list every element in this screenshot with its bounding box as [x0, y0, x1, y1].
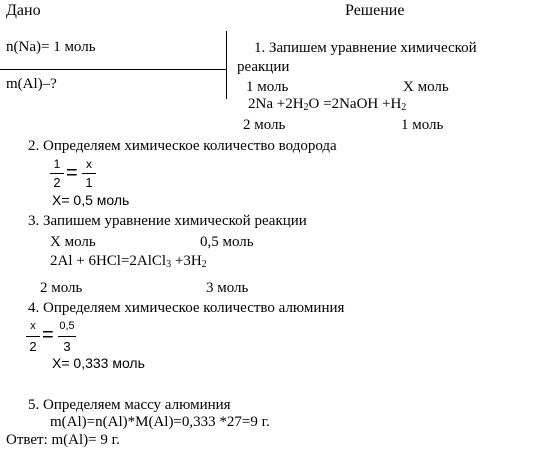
- step3-mol-top-right: 0,5 моль: [200, 234, 254, 250]
- step2-title: 2. Определяем химическое количество водорода: [28, 138, 337, 154]
- step2-fraction-right: [81, 158, 97, 190]
- step4-fraction-right-denominator: 3: [63, 339, 71, 354]
- step2-fraction-left-denominator: 2: [53, 175, 61, 190]
- step4-fraction-left-numerator: х: [30, 320, 36, 332]
- given-solution-separator: [226, 31, 227, 99]
- step3-title: 3. Запишем уравнение химической реакции: [28, 213, 307, 229]
- given-m-al: m(Al)–?: [6, 76, 57, 92]
- step4-title: 4. Определяем химическое количество алюминия: [28, 300, 345, 316]
- step3-mol-top-left: Х моль: [50, 234, 96, 250]
- step4-fraction-right-bar: [58, 336, 76, 337]
- step1-mol-bottom-left: 2 моль: [243, 117, 286, 133]
- solution-header: Решение: [345, 2, 405, 19]
- step4-fraction-right: [57, 321, 77, 353]
- step2-result: Х= 0,5 моль: [52, 192, 130, 208]
- step5-formula: m(Al)=n(Al)*M(Al)=0,333 *27=9 г.: [50, 414, 270, 430]
- step2-fraction-left-bar: [50, 173, 64, 174]
- step2-fraction-right-bar: [82, 173, 96, 174]
- step4-equals: =: [42, 324, 54, 346]
- step1-mol-top-right: Х моль: [403, 79, 449, 95]
- step4-fraction-right-numerator: 0,5: [59, 320, 75, 332]
- given-n-na: n(Na)= 1 моль: [6, 39, 96, 55]
- step5-title: 5. Определяем массу алюминия: [28, 397, 231, 413]
- given-divider: [0, 69, 227, 70]
- step3-mol-bottom-right: 3 моль: [206, 280, 249, 296]
- step1-title-cont: реакции: [237, 59, 290, 75]
- step3-equation: 2Al + 6HCl=2AlCl$_3$ $+3H_2$: [50, 253, 207, 270]
- step4-fraction-left-bar: [26, 336, 40, 337]
- step4-fraction-left-denominator: 2: [29, 339, 37, 354]
- given-header: Дано: [6, 2, 41, 19]
- step2-fraction-right-numerator: х: [86, 157, 92, 171]
- step1-mol-top-left: 1 моль: [246, 79, 289, 95]
- step2-fraction-left-numerator: 1: [53, 157, 61, 171]
- step2-equals: =: [66, 162, 78, 184]
- step4-result: Х= 0,333 моль: [52, 355, 145, 371]
- step1-mol-bottom-right: 1 моль: [401, 117, 444, 133]
- step1-title: 1. Запишем уравнение химической: [254, 40, 477, 56]
- step2-fraction-left: [49, 158, 65, 190]
- step3-mol-bottom-left: 2 моль: [40, 280, 83, 296]
- step1-equation: $2Na +2H_2O$ =2NaOH $+H_2$: [248, 96, 407, 113]
- step2-fraction-right-denominator: 1: [85, 175, 93, 190]
- final-answer: Ответ: m(Al)= 9 г.: [6, 432, 120, 448]
- step4-fraction-left: [25, 321, 41, 353]
